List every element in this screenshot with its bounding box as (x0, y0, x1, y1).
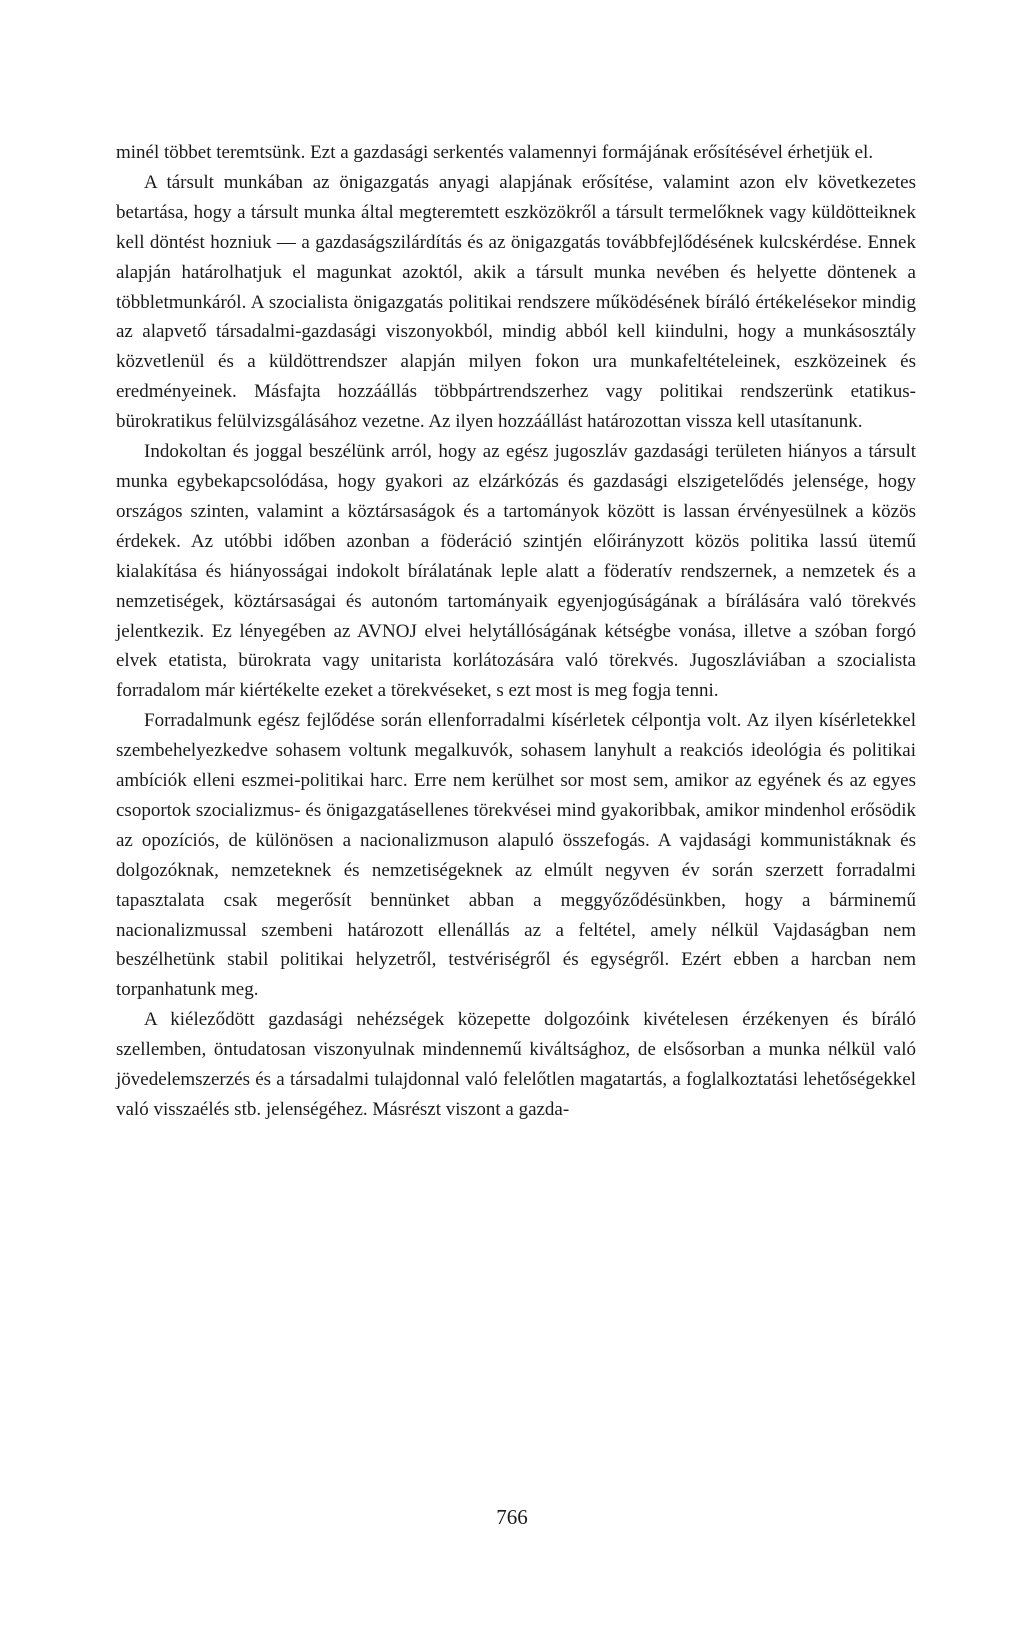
body-text (116, 138, 916, 1125)
paragraph-4: Forradalmunk egész fejlődése során ellenforradalmi kísérletek célpontja volt. Az ilyen kísérletekkel szembehelyezkedve sohasem voltunk megalkuvók, sohasem lanyhult a reakciós ideológia és politikai ambíciók elleni eszmei-politikai harc. Erre nem kerülhet sor most sem, amikor az egyének és az egyes csoportok szocializmus- és önigazgatásellenes törekvései mind gyakoribbak, amikor mindenhol erősödik az opozíciós, de különösen a nacionalizmuson alapuló összefogás. A vajdasági kommunistáknak és dolgozóknak, nemzeteknek és nemzetiségeknek az elmúlt negyven év során szerzett forradalmi tapasztalata csak megerősít bennünket abban a meggyőződésünkben, hogy a bárminemű nacionalizmussal szembeni határozott ellenállás az a feltétel, amely nélkül Vajdaságban nem beszélhetünk stabil politikai helyzetről, testvériségről és egységről. Ezért ebben a harcban nem torpanhatunk meg. (116, 710, 916, 1001)
paragraph-5: A kiéleződött gazdasági nehézségek közepette dolgozóink kivételesen érzékenyen és bíráló szellemben, öntudatosan viszonyulnak mindennemű kiváltsághoz, de elsősorban a munka nélkül való jövedelemszerzés és a társadalmi tulajdonnal való felelőtlen magatartás, a foglalkoztatási lehetőségekkel való visszaélés stb. jelenségéhez. Másrészt viszont a gazda- (116, 1009, 916, 1120)
page-number: 766 (496, 1505, 528, 1529)
paragraph-1: minél többet teremtsünk. Ezt a gazdasági serkentés valamennyi formájának erősítésével érhetjük el. (116, 142, 874, 163)
paragraph-2: A társult munkában az önigazgatás anyagi alapjának erősítése, valamint azon elv következetes betartása, hogy a társult munka által megteremtett eszközökről a társult termelőknek vagy küldötteiknek kell döntést hozniuk — a gazdaságszilárdítás és az önigazgatás továbbfejlődésének kulcskérdése. Ennek alapján határolhatjuk el magunkat azoktól, akik a társult munka nevében és helyette döntenek a többletmunkáról. A szocialista önigazgatás politikai rendszere működésének bíráló értékelésekor mindig az alapvető társadalmi-gazdasági viszonyokból, mindig abból kell kiindulni, hogy a munkásosztály közvetlenül és a küldöttrendszer alapján milyen fokon ura munkafeltételeinek, eszközeinek és eredményeinek. Másfajta hozzáállás többpártrendszerhez vagy politikai rendszerünk etatikus-bürokratikus felülvizsgálásához vezetne. Az ilyen hozzáállást határozottan vissza kell utasítanunk. (116, 171, 916, 433)
paragraph-3: Indokoltan és joggal beszélünk arról, hogy az egész jugoszláv gazdasági területen hiányos a társult munka egybekapcsolódása, hogy gyakori az elzárkózás és gazdasági elszigetelődés jelensége, hogy országos szinten, valamint a köztársaságok és a tartományok között is lassan érvényesülnek a közös érdekek. Az utóbbi időben azonban a föderáció szintjén előirányzott közös politika lassú ütemű kialakítása és hiányosságai indokolt bírálatának leple alatt a föderatív rendszernek, a nemzetek és a nemzetiségek, köztársaságai és autonóm tartományaik egyenjogúságának a bírálására való törekvés jelentkezik. Ez lényegében az AVNOJ elvei helytállóságának kétségbe vonása, illetve a szóban forgó elvek etatista, bürokrata vagy unitarista korlátozására való törekvés. Jugoszláviában a szocialista forradalom már kiértékelte ezeket a törekvéseket, s ezt most is meg fogja tenni. (116, 441, 916, 702)
